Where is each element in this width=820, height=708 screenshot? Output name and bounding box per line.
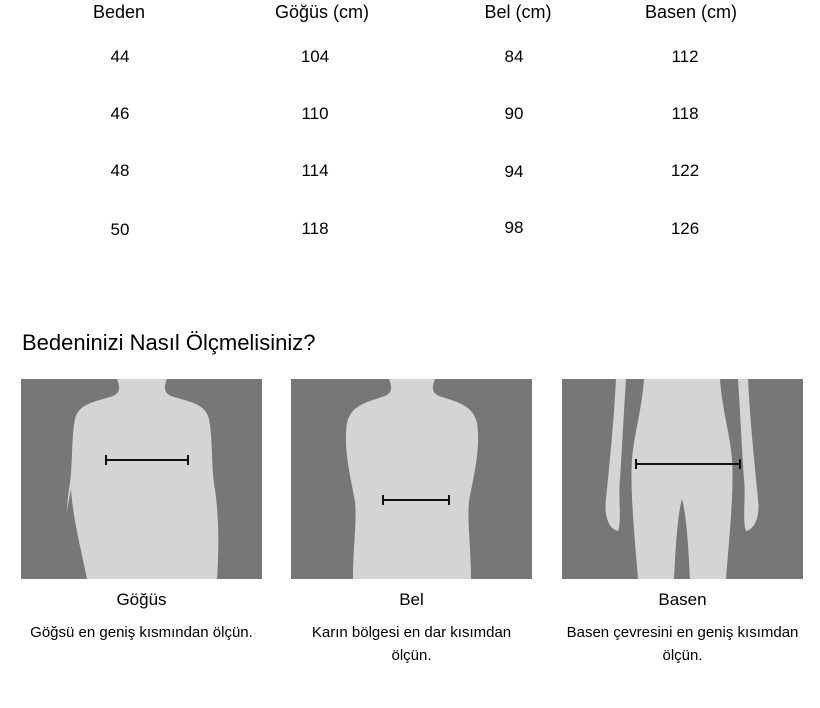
table-cell: 112 — [671, 47, 699, 66]
measure-card-chest — [21, 379, 262, 644]
table-cell: 122 — [670, 161, 700, 180]
table-cell: 110 — [301, 104, 329, 123]
card-description-waist: Karın bölgesi en dar kısımdan ölçün. — [311, 624, 512, 664]
table-cell: 90 — [504, 104, 524, 123]
table-cell: 94 — [504, 162, 524, 181]
table-cell: 118 — [671, 104, 699, 123]
card-title-waist: Bel — [399, 590, 424, 609]
table-cell: 98 — [504, 218, 524, 237]
card-title-hip: Basen — [658, 590, 707, 609]
measure-guide-title: Bedeninizi Nasıl Ölçmelisiniz? — [22, 330, 316, 355]
header-beden: Beden — [92, 2, 146, 22]
table-cell: 104 — [300, 47, 330, 66]
hip-measure-figure-icon — [562, 379, 803, 579]
card-description-hip: Basen çevresini en geniş kısımdan ölçün. — [566, 624, 799, 664]
measure-card-waist — [291, 379, 532, 667]
card-description-chest: Göğsü en geniş kısmından ölçün. — [30, 624, 253, 641]
header-basen: Basen (cm) — [644, 2, 738, 22]
table-cell: 126 — [670, 219, 700, 238]
chest-measure-figure-icon — [21, 379, 262, 579]
table-cell: 48 — [110, 161, 130, 180]
table-cell: 84 — [504, 47, 524, 66]
header-bel: Bel (cm) — [484, 2, 552, 22]
table-cell: 50 — [110, 220, 130, 239]
measure-card-hip — [562, 379, 803, 667]
header-gogus: Göğüs (cm) — [274, 2, 370, 22]
table-cell: 46 — [110, 104, 130, 123]
waist-measure-figure-icon — [291, 379, 532, 579]
table-cell: 44 — [110, 47, 130, 66]
card-title-chest: Göğüs — [116, 590, 167, 609]
table-cell: 118 — [301, 219, 329, 238]
table-cell: 114 — [301, 161, 329, 180]
